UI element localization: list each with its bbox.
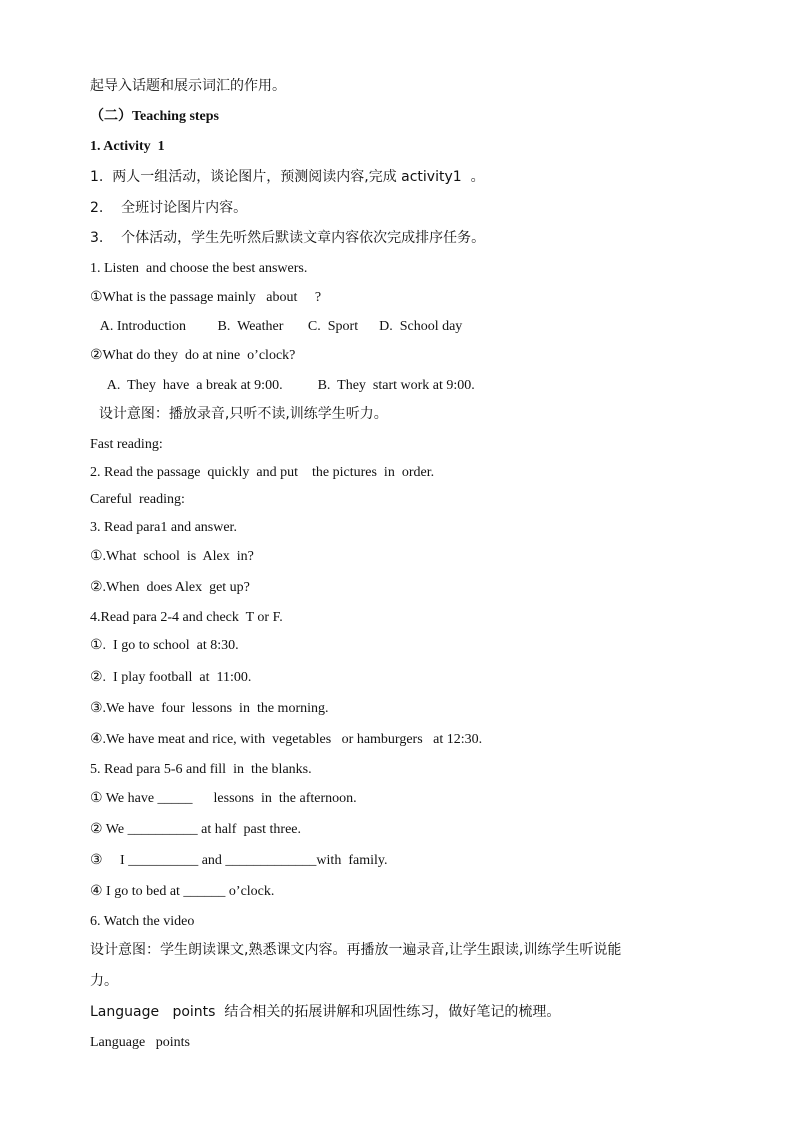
- heading-activity-1: 1. Activity 1: [90, 139, 165, 154]
- step-3-individual-work: 3. 个体活动，学生先听然后默读文章内容依次完成排序任务。: [90, 230, 486, 246]
- task-fill-blanks: 5. Read para 5-6 and fill in the blanks.: [90, 762, 312, 777]
- heading-teaching-steps: （二）Teaching steps: [90, 109, 220, 124]
- para1-question-2: ②.When does Alex get up?: [90, 580, 250, 595]
- para1-question-1: ①.What school is Alex in?: [90, 549, 254, 564]
- question-2: ②What do they do at nine o’clock?: [90, 348, 296, 363]
- language-points-heading: Language points: [90, 1035, 190, 1050]
- design-intent-reading: 设计意图：学生朗读课文,熟悉课文内容。再播放一遍录音,让学生跟读,训练学生听说能: [90, 942, 622, 958]
- question-1-options: A. Introduction B. Weather C. Sport D. School day: [90, 319, 463, 334]
- step-2-class-discussion: 2. 全班讨论图片内容。: [90, 200, 248, 216]
- label-fast-reading: Fast reading:: [90, 437, 163, 452]
- blank-2: ② We __________ at half past three.: [90, 822, 302, 837]
- tf-statement-1: ①. I go to school at 8:30.: [90, 638, 239, 653]
- task-read-para1: 3. Read para1 and answer.: [90, 520, 237, 535]
- tf-statement-2: ②. I play football at 11:00.: [90, 670, 252, 685]
- blank-3: ③ I __________ and _____________with family.: [90, 853, 388, 868]
- language-points-note: Language points 结合相关的拓展讲解和巩固性练习，做好笔记的梳理。: [90, 1004, 561, 1020]
- tf-statement-3: ③.We have four lessons in the morning.: [90, 701, 329, 716]
- blank-4: ④ I go to bed at ______ o’clock.: [90, 884, 275, 899]
- tf-statement-4: ④.We have meat and rice, with vegetables or hamburgers at 12:30.: [90, 732, 483, 747]
- design-intent-listening: 设计意图：播放录音,只听不读,训练学生听力。: [90, 406, 388, 422]
- task-order-pictures: 2. Read the passage quickly and put the pictures in order.: [90, 465, 435, 480]
- blank-1: ① We have _____ lessons in the afternoon.: [90, 791, 357, 806]
- paragraph-intro-purpose: 起导入话题和展示词汇的作用。: [90, 78, 286, 94]
- question-2-options: A. They have a break at 9:00. B. They start work at 9:00.: [90, 378, 475, 393]
- task-watch-video: 6. Watch the video: [90, 914, 195, 929]
- step-1-pair-work: 1. 两人一组活动，谈论图片，预测阅读内容,完成 activity1 。: [90, 169, 485, 185]
- question-1: ①What is the passage mainly about ?: [90, 290, 322, 305]
- task-listen-choose: 1. Listen and choose the best answers.: [90, 261, 308, 276]
- label-careful-reading: Careful reading:: [90, 492, 185, 507]
- design-intent-reading-cont: 力。: [90, 973, 118, 989]
- task-true-false: 4.Read para 2-4 and check T or F.: [90, 610, 283, 625]
